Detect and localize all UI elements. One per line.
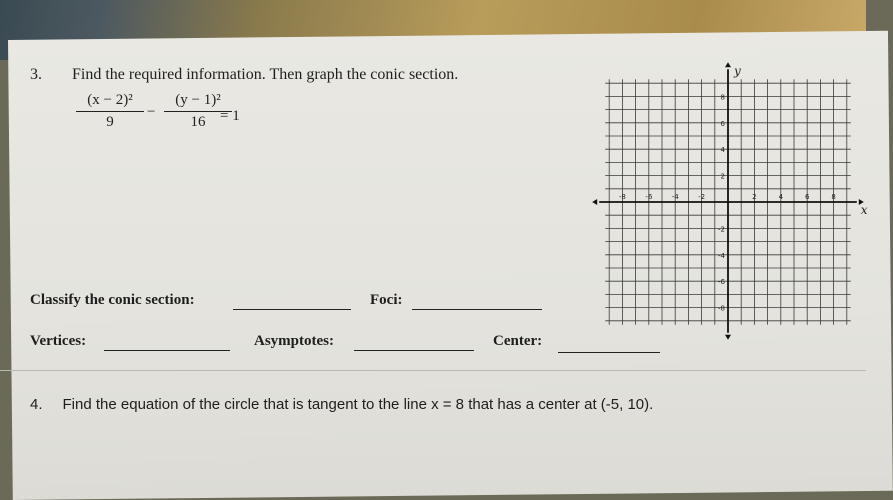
classify-answer-blank[interactable] [233,309,351,310]
section-divider [0,370,866,371]
x-tick-label: 6 [804,193,810,201]
coordinate-grid[interactable] [598,64,868,330]
fraction-2-denominator: 16 [164,111,232,131]
equation-rhs: = 1 [220,108,240,124]
asymptotes-label: Asymptotes: [254,333,334,349]
x-tick-label: -6 [645,193,653,201]
center-label: Center: [493,333,543,349]
problem-3-number: 3. [30,66,42,83]
fraction-2-numerator: (y − 1)² [175,92,221,108]
vertices-label: Vertices: [30,333,87,349]
y-tick-label: 6 [720,119,725,128]
x-tick-label: -2 [698,193,706,201]
problem-4 [30,396,653,413]
equation-minus-sign: − [147,104,156,120]
y-tick-label: -4 [718,251,725,260]
x-axis-label: x [860,203,868,217]
asymptotes-answer-blank[interactable] [354,350,474,351]
equation-fraction-1 [76,92,144,131]
foci-answer-blank[interactable] [412,309,542,310]
y-axis-label: y [734,64,741,79]
problem-4-number: 4. [30,396,43,413]
foci-label: Foci: [370,292,403,308]
x-tick-label: 4 [778,193,784,201]
problem-4-text: Find the equation of the circle that is tangent to the line x = 8 that has a center at (-5, 10). [62,396,654,413]
y-tick-label: 4 [720,146,725,155]
classify-label: Classify the conic section: [30,292,195,308]
x-tick-label: 8 [831,193,836,201]
x-tick-label: -8 [618,193,626,201]
center-answer-blank[interactable] [558,352,660,353]
y-tick-label: -8 [718,304,725,313]
y-tick-label: 8 [720,93,725,102]
vertices-answer-blank[interactable] [104,350,230,351]
x-tick-label: -4 [671,193,679,201]
fraction-1-numerator: (x − 2)² [87,92,133,108]
problem-3-instruction: Find the required information. Then graph the conic section. [72,66,459,83]
y-tick-label: 2 [720,172,725,181]
axes [592,62,864,340]
x-tick-label: 2 [752,193,757,201]
y-tick-label: -6 [718,278,725,287]
y-tick-label: -2 [718,225,725,234]
fraction-1-denominator: 9 [76,111,144,131]
